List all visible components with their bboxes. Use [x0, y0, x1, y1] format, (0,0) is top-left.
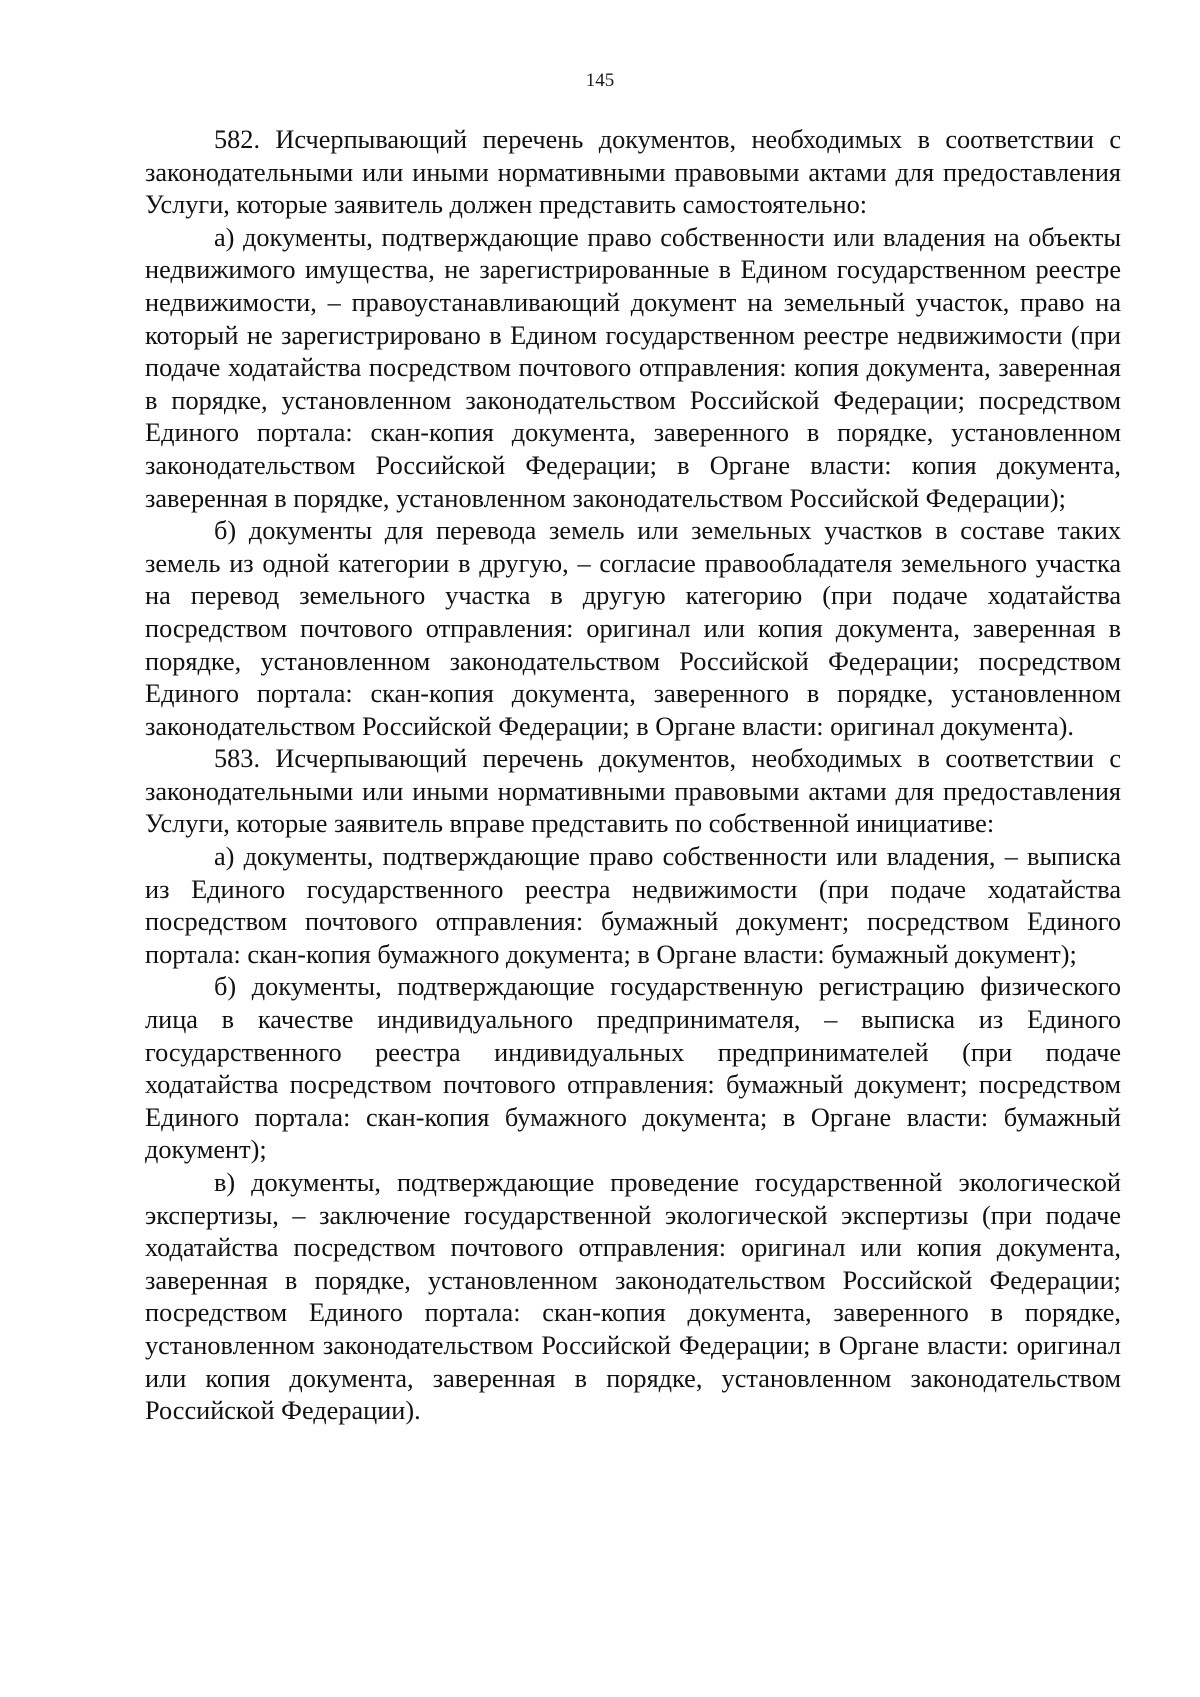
- paragraph-582: 582. Исчерпывающий перечень документов, необходимых в соответствии с законодательными или иными нормативными правовыми актами для предоставления Услуги, которые заявитель должен представить самостоятельно:: [145, 125, 1121, 220]
- paragraph-583-b: б) документы, подтверждающие государственную регистрацию физического лица в качестве индивидуального предпринимателя, – выписка из Единого государственного реестра индивидуальных предпринимателей (при подаче ходатайства посредством почтового отправления: бумажный документ; посредством Единого портала: скан-копия бумажного документа; в Органе власти: бумажный документ);: [145, 972, 1121, 1165]
- paragraph-582-a: а) документы, подтверждающие право собственности или владения на объекты недвижимого имущества, не зарегистрированные в Едином государственном реестре недвижимости, – правоустанавливающий документ на земельный участок, право на который не зарегистрировано в Едином государственном реестре недвижимости (при подаче ходатайства посредством почтового отправления: копия документа, заверенная в порядке, установленном законодательством Российской Федерации; посредством Единого портала: скан-копия документа, заверенного в порядке, установленном законодательством Российской Федерации; в Органе власти: копия документа, заверенная в порядке, установленном законодательством Российской Федерации);: [145, 222, 1121, 513]
- paragraph-583-a: а) документы, подтверждающие право собственности или владения, – выписка из Единого государственного реестра недвижимости (при подаче ходатайства посредством почтового отправления: бумажный документ; посредством Единого портала: скан-копия бумажного документа; в Органе власти: бумажный документ);: [145, 842, 1121, 969]
- document-body: [145, 124, 1121, 1428]
- paragraph-583: 583. Исчерпывающий перечень документов, необходимых в соответствии с законодательными или иными нормативными правовыми актами для предоставления Услуги, которые заявитель вправе представить по собственной инициативе:: [145, 744, 1121, 839]
- paragraph-582-b: б) документы для перевода земель или земельных участков в составе таких земель из одной категории в другую, – согласие правообладателя земельного участка на перевод земельного участка в другую категорию (при подаче ходатайства посредством почтового отправления: оригинал или копия документа, заверенная в порядке, установленном законодательством Российской Федерации; посредством Единого портала: скан-копия документа, заверенного в порядке, установленном законодательством Российской Федерации; в Органе власти: оригинал документа).: [145, 516, 1121, 741]
- page-number: 145: [585, 70, 615, 91]
- paragraph-583-v: в) документы, подтверждающие проведение государственной экологической экспертизы, – заключение государственной экологической экспертизы (при подаче ходатайства посредством почтового отправления: оригинал или копия документа, заверенная в порядке, установленном законодательством Российской Федерации; посредством Единого портала: скан-копия документа, заверенного в порядке, установленном законодательством Российской Федерации; в Органе власти: оригинал или копия документа, заверенная в порядке, установленном законодательством Российской Федерации).: [145, 1168, 1121, 1426]
